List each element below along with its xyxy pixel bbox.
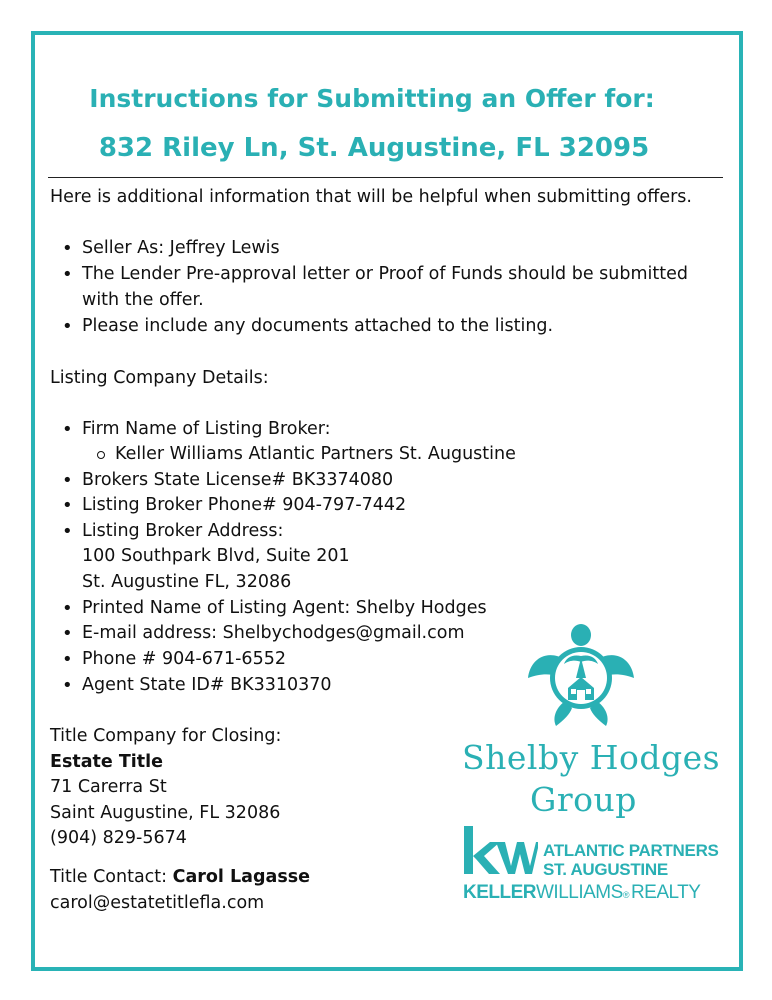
list-item: • Listing Broker Address:	[82, 519, 283, 545]
title-company-city: Saint Augustine, FL 32086	[50, 803, 281, 823]
listing-heading: Listing Company Details:	[50, 368, 269, 388]
title-company-name: Estate Title	[50, 752, 164, 772]
title-contact-label: Title Contact:	[50, 867, 173, 887]
page-title: Instructions for Submitting an Offer for:	[89, 84, 655, 113]
sub-list-item: Keller Williams Atlantic Partners St. Augustine	[115, 442, 516, 468]
address-line: 100 Southpark Blvd, Suite 201	[82, 546, 350, 566]
group-name-line1: Shelby Hodges	[462, 738, 721, 777]
group-name-line2: Group	[530, 780, 637, 819]
list-item: • Listing Broker Phone# 904-797-7442	[82, 493, 406, 519]
kw-brand-line: KELLERWILLIAMS® REALTY	[463, 882, 701, 903]
list-item: • Please include any documents attached to the listing.	[82, 314, 553, 340]
kw-brand-williams: WILLIAMS	[536, 882, 623, 903]
kw-office-line2: ST. AUGUSTINE	[543, 860, 668, 879]
title-contact-email: carol@estatetitlefla.com	[50, 893, 265, 913]
list-item: • Seller As: Jeffrey Lewis	[82, 236, 280, 262]
property-address-title: 832 Riley Ln, St. Augustine, FL 32095	[98, 133, 650, 163]
title-company-heading: Title Company for Closing:	[50, 726, 282, 746]
title-contact-name: Carol Lagasse	[172, 867, 311, 887]
intro-text: Here is additional information that will be helpful when submitting offers.	[50, 187, 692, 207]
list-item: • Brokers State License# BK3374080	[82, 468, 393, 494]
list-item: • Printed Name of Listing Agent: Shelby Hodges	[82, 596, 487, 622]
title-company-street: 71 Carerra St	[50, 777, 167, 797]
kw-brand-keller: KELLER	[463, 882, 536, 903]
list-item: • Agent State ID# BK3310370	[82, 673, 332, 699]
kw-office-line1: ATLANTIC PARTNERS	[543, 841, 719, 860]
address-line: St. Augustine FL, 32086	[82, 572, 292, 592]
list-item: • The Lender Pre-approval letter or Proof of Funds should be submitted	[82, 262, 688, 288]
kw-logo-icon	[464, 826, 538, 876]
list-item: • E-mail address: Shelbychodges@gmail.com	[82, 621, 465, 647]
title-contact	[50, 865, 310, 891]
list-item: • Firm Name of Listing Broker:	[82, 417, 331, 443]
kw-brand-realty: REALTY	[630, 882, 701, 903]
list-item: • Phone # 904-671-6552	[82, 647, 286, 673]
turtle-logo-icon	[526, 622, 636, 728]
title-divider	[48, 177, 723, 178]
title-company-phone: (904) 829-5674	[50, 828, 187, 848]
list-item-continuation: with the offer.	[82, 290, 204, 310]
